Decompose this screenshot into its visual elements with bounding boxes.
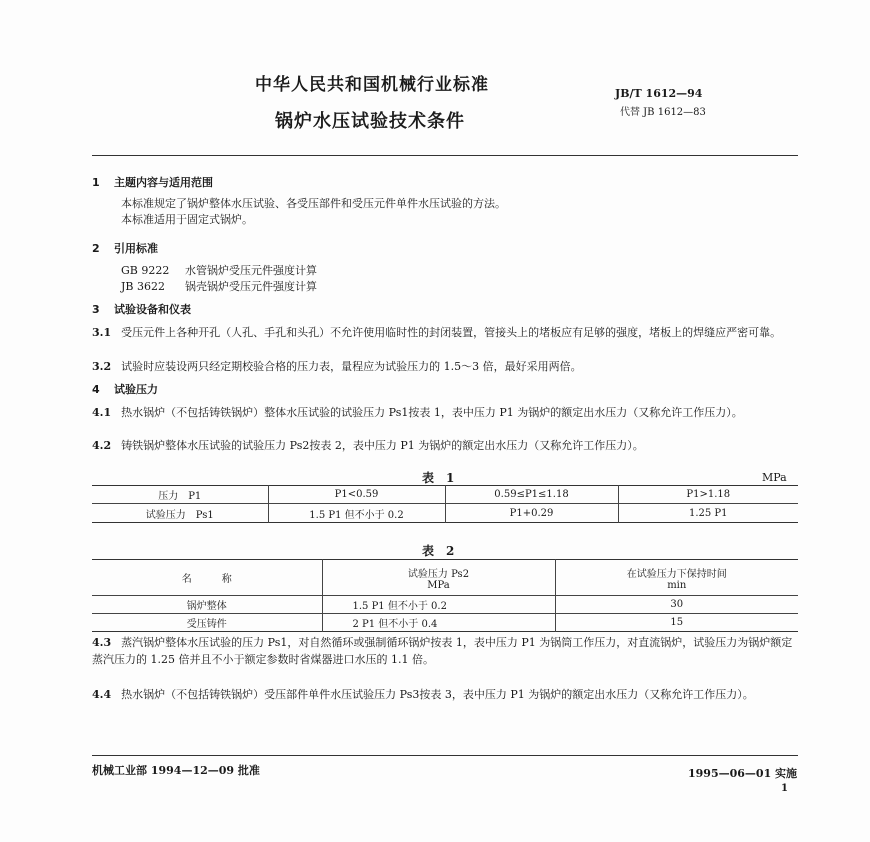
table-cell: P1>1.18 [618,486,798,504]
reference-code: JB 3622 [121,280,165,293]
section-4-heading [92,381,158,397]
clause-3-2 [92,358,798,375]
footer-divider [92,755,798,756]
section-number: 4 [92,383,100,396]
table-header-row [92,560,798,596]
page-number: 1 [781,783,788,794]
table-cell: P1<0.59 [268,486,445,504]
reference-name: 锅壳锅炉受压元件强度计算 [185,280,317,293]
header-label: 名 称 [181,574,232,585]
table-header-cell [92,560,322,596]
table-1-caption: 表 1 [422,471,455,485]
clause-4-2 [92,437,798,454]
section-title: 引用标准 [114,242,158,255]
clause-number: 3.2 [92,360,112,373]
table-cell: 受压铸件 [186,619,227,630]
table-cell: 1.25 P1 [618,504,798,523]
table-cell: 试验压力 Ps1 [145,509,214,521]
clause-text: 试验时应装设两只经定期校验合格的压力表，量程应为试验压力的 1.5～3 倍，最好采用两倍。 [121,360,582,373]
table-row [92,614,798,632]
clause-text: 铸铁锅炉整体水压试验的试验压力 Ps2按表 2，表中压力 P1 为锅炉的额定出水压力（又称允许工作压力）。 [121,439,644,452]
standard-number: JB/T 1612—94 [615,87,703,100]
approval-date: 机械工业部 1994—12—09 批准 [92,764,260,777]
clause-number: 4.4 [92,688,112,701]
table-header-cell [322,560,555,596]
table-1-unit: MPa [762,471,787,484]
clause-number: 3.1 [92,326,112,339]
table-cell: 锅炉整体 [186,601,227,612]
table-2 [92,559,798,632]
table-cell: 1.5 P1 但不小于 0.2 [322,596,555,614]
clause-text: 热水锅炉（不包括铸铁锅炉）受压部件单件水压试验压力 Ps3按表 3，表中压力 P1 为锅炉的额定出水压力（又称允许工作压力）。 [121,688,754,701]
table-row [92,504,798,523]
document-title: 锅炉水压试验技术条件 [275,111,465,132]
clause-text: 蒸汽锅炉整体水压试验的压力 Ps1，对自然循环或强制循环锅炉按表 1，表中压力 P1 为锅筒工作压力，对直流锅炉，试验压力为锅炉额定蒸汽压力的 1.25 倍并且不小于额定参数时省煤器进口水压的 1.1 倍。 [92,636,793,666]
section-3-heading [92,301,191,317]
table-cell: 1.5 P1 但不小于 0.2 [268,504,445,523]
reference-item [121,263,317,279]
section-2-heading [92,240,158,256]
section-title: 试验设备和仪表 [114,303,191,316]
document-issuer-title: 中华人民共和国机械行业标准 [255,75,489,95]
table-header-cell [555,560,798,596]
header-divider [92,155,798,156]
table-cell: 2 P1 但不小于 0.4 [322,614,555,632]
header-label: 在试验压力下保持时间 [626,568,727,580]
header-label: 试验压力 Ps2 [407,568,470,580]
clause-text: 受压元件上各种开孔（人孔、手孔和头孔）不允许使用临时性的封闭装置，管接头上的堵板应有足够的强度，堵板上的焊缝应严密可靠。 [121,326,782,339]
clause-4-4 [92,686,798,703]
reference-code: GB 9222 [121,264,170,277]
table-cell: 0.59≤P1≤1.18 [445,486,618,504]
section-number: 3 [92,303,100,316]
section-1-line-1: 本标准规定了锅炉整体水压试验、各受压部件和受压元件单件水压试验的方法。 [121,197,506,210]
section-1-heading [92,174,213,190]
replaces-standard: 代替 JB 1612—83 [620,107,706,118]
clause-3-1 [92,324,798,341]
clause-number: 4.3 [92,636,112,649]
clause-number: 4.1 [92,406,112,419]
table-row [92,486,798,504]
reference-item [121,279,317,295]
section-number: 1 [92,176,100,189]
section-number: 2 [92,242,100,255]
clause-4-3 [92,634,798,668]
table-cell: 15 [555,614,798,632]
table-cell: 30 [555,596,798,614]
section-title: 试验压力 [114,383,158,396]
section-title: 主题内容与适用范围 [114,176,213,189]
table-row [92,596,798,614]
section-1-line-2: 本标准适用于固定式锅炉。 [121,213,253,226]
clause-4-1 [92,404,798,421]
table-cell: P1+0.29 [445,504,618,523]
table-1 [92,485,798,523]
header-unit: MPa [427,579,450,591]
header-unit: min [667,579,687,591]
reference-name: 水管锅炉受压元件强度计算 [185,264,317,277]
effective-date: 1995—06—01 实施 [688,767,798,780]
table-2-caption: 表 2 [422,544,455,558]
table-cell: 压力 P1 [158,491,202,502]
clause-text: 热水锅炉（不包括铸铁锅炉）整体水压试验的试验压力 Ps1按表 1，表中压力 P1 为锅炉的额定出水压力（又称允许工作压力）。 [121,406,743,419]
clause-number: 4.2 [92,439,112,452]
